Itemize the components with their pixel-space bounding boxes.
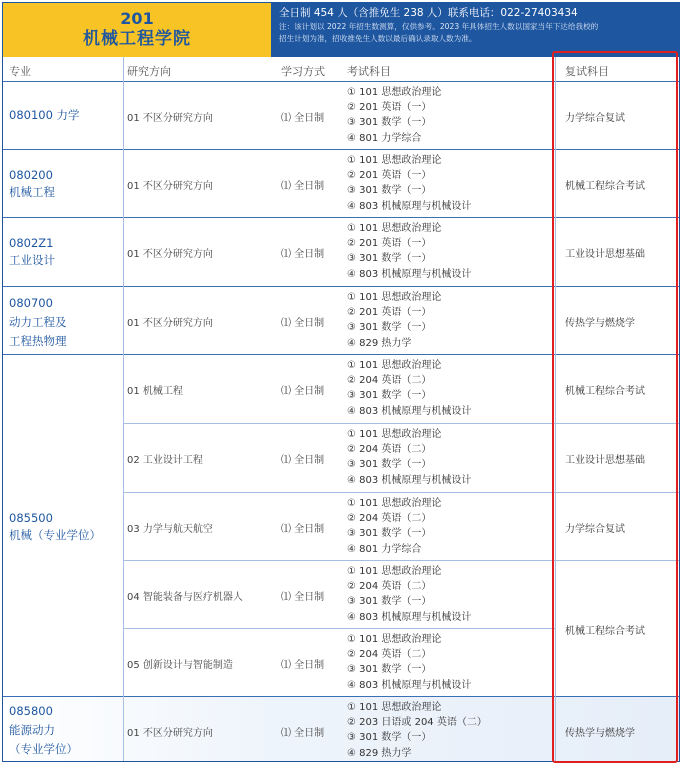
college-header	[3, 3, 679, 57]
exam-subject: ① 101 思想政治理论	[347, 360, 442, 371]
exam-subjects	[347, 632, 471, 693]
major-title: 机械工程	[9, 185, 55, 199]
retest-subject: 传热学与燃烧学	[565, 318, 635, 329]
major-title: 工业设计	[9, 253, 55, 267]
enrollment-info-block	[271, 3, 679, 57]
exam-subject: ④ 803 机械原理与机械设计	[347, 474, 472, 486]
exam-subjects	[347, 221, 471, 282]
study-mode: ⑴ 全日制	[281, 113, 325, 124]
major-title: （专业学位）	[9, 742, 78, 756]
column-header-major: 专业	[9, 65, 31, 78]
major-name	[9, 294, 67, 351]
research-direction: 04 智能装备与医疗机器人	[127, 592, 243, 603]
retest-subject: 传热学与燃烧学	[565, 728, 635, 739]
major-name	[9, 167, 55, 201]
exam-subject: ① 101 思想政治理论	[347, 566, 442, 577]
exam-subjects	[347, 496, 441, 557]
exam-subject: ④ 829 热力学	[347, 747, 412, 759]
exam-subject: ④ 803 机械原理与机械设计	[347, 405, 472, 417]
exam-subject: ③ 301 数学（一）	[347, 596, 432, 608]
exam-subject: ② 204 英语（二）	[347, 444, 432, 456]
major-code: 085800	[9, 704, 53, 718]
exam-subject: ④ 801 力学综合	[347, 132, 422, 144]
major-name	[9, 510, 101, 544]
study-mode: ⑴ 全日制	[281, 592, 325, 603]
exam-subjects	[347, 358, 471, 419]
exam-subjects	[347, 700, 487, 761]
major-name	[9, 235, 55, 269]
enrollment-note-2: 招生计划为准，招收推免生人数以最后确认录取人数为准。	[279, 34, 477, 43]
exam-subject: ③ 301 数学（一）	[347, 459, 432, 471]
exam-subject: ④ 829 热力学	[347, 337, 412, 349]
exam-subject: ① 101 思想政治理论	[347, 498, 442, 509]
research-direction: 02 工业设计工程	[127, 455, 203, 466]
major-name	[9, 702, 78, 759]
exam-subject: ④ 803 机械原理与机械设计	[347, 611, 472, 623]
exam-subjects	[347, 85, 441, 146]
exam-subject: ② 203 日语或 204 英语（二）	[347, 717, 487, 729]
study-mode: ⑴ 全日制	[281, 249, 325, 260]
exam-subject: ② 204 英语（二）	[347, 513, 432, 525]
major-title: 动力工程及	[9, 315, 67, 329]
exam-subject: ② 201 英语（一）	[347, 307, 432, 319]
study-mode: ⑴ 全日制	[281, 455, 325, 466]
study-mode: ⑴ 全日制	[281, 728, 325, 739]
research-direction: 01 不区分研究方向	[127, 249, 213, 260]
retest-subject: 机械工程综合考试	[565, 181, 645, 192]
college-name: 机械工程学院	[83, 29, 191, 49]
exam-subject: ③ 301 数学（一）	[347, 322, 432, 334]
study-mode: ⑴ 全日制	[281, 318, 325, 329]
major-name: 080100 力学	[9, 108, 80, 122]
exam-subject: ④ 803 机械原理与机械设计	[347, 268, 472, 280]
research-direction: 01 不区分研究方向	[127, 728, 213, 739]
research-direction: 01 机械工程	[127, 386, 183, 397]
exam-subjects	[347, 290, 441, 351]
column-header-mode: 学习方式	[281, 65, 325, 78]
exam-subject: ② 201 英语（一）	[347, 102, 432, 114]
exam-subject: ② 204 英语（二）	[347, 581, 432, 593]
major-code: 085500	[9, 511, 53, 525]
exam-subject: ② 201 英语（一）	[347, 238, 432, 250]
exam-subject: ③ 301 数学（一）	[347, 390, 432, 402]
exam-subject: ① 101 思想政治理论	[347, 702, 442, 713]
exam-subject: ③ 301 数学（一）	[347, 732, 432, 744]
exam-subject: ③ 301 数学（一）	[347, 664, 432, 676]
research-direction: 05 创新设计与智能制造	[127, 660, 233, 671]
exam-subject: ③ 301 数学（一）	[347, 253, 432, 265]
exam-subject: ① 101 思想政治理论	[347, 634, 442, 645]
enrollment-info: 全日制 454 人（含推免生 238 人）联系电话：022-27403434	[279, 7, 578, 19]
exam-subject: ④ 801 力学综合	[347, 543, 422, 555]
major-title: 能源动力	[9, 723, 55, 737]
enrollment-note-1: 注：该计划以 2022 年招生数测算，仅供参考。2023 年具体招生人数以国家当年下达给我校的	[279, 22, 599, 31]
column-divider	[123, 57, 124, 762]
major-code: 080700	[9, 296, 53, 310]
major-code: 080200	[9, 168, 53, 182]
major-code: 0802Z1	[9, 236, 54, 250]
exam-subject: ① 101 思想政治理论	[347, 223, 442, 234]
major-title: 机械（专业学位）	[9, 528, 101, 542]
exam-subject: ③ 301 数学（一）	[347, 117, 432, 129]
column-header-retest: 复试科目	[565, 65, 609, 78]
exam-subject: ③ 301 数学（一）	[347, 185, 432, 197]
college-code: 201	[120, 9, 154, 28]
retest-column-highlight	[552, 51, 678, 763]
research-direction: 01 不区分研究方向	[127, 318, 213, 329]
exam-subject: ① 101 思想政治理论	[347, 292, 442, 303]
merged-major-cell	[3, 356, 123, 696]
column-header-direction: 研究方向	[127, 65, 171, 78]
study-mode: ⑴ 全日制	[281, 660, 325, 671]
retest-subject: 工业设计思想基础	[565, 249, 645, 260]
exam-subject: ① 101 思想政治理论	[347, 429, 442, 440]
exam-subject: ③ 301 数学（一）	[347, 528, 432, 540]
research-direction: 01 不区分研究方向	[127, 181, 213, 192]
study-mode: ⑴ 全日制	[281, 524, 325, 535]
study-mode: ⑴ 全日制	[281, 181, 325, 192]
exam-subject: ④ 803 机械原理与机械设计	[347, 200, 472, 212]
exam-subjects	[347, 564, 471, 625]
retest-subject: 工业设计思想基础	[565, 455, 645, 466]
study-mode: ⑴ 全日制	[281, 386, 325, 397]
exam-subjects	[347, 427, 471, 488]
column-header-subjects: 考试科目	[347, 65, 391, 78]
exam-subjects	[347, 153, 471, 214]
retest-subject: 机械工程综合考试	[565, 626, 645, 637]
exam-subject: ② 204 英语（二）	[347, 375, 432, 387]
exam-subject: ② 201 英语（一）	[347, 170, 432, 182]
retest-subject: 力学综合复试	[565, 524, 625, 535]
research-direction: 01 不区分研究方向	[127, 113, 213, 124]
research-direction: 03 力学与航天航空	[127, 524, 213, 535]
exam-subject: ① 101 思想政治理论	[347, 87, 442, 98]
exam-subject: ② 204 英语（二）	[347, 649, 432, 661]
major-title: 工程热物理	[9, 334, 67, 348]
college-title-block	[3, 3, 271, 57]
exam-subject: ① 101 思想政治理论	[347, 155, 442, 166]
exam-subject: ④ 803 机械原理与机械设计	[347, 679, 472, 691]
retest-subject: 机械工程综合考试	[565, 386, 645, 397]
retest-subject: 力学综合复试	[565, 113, 625, 124]
